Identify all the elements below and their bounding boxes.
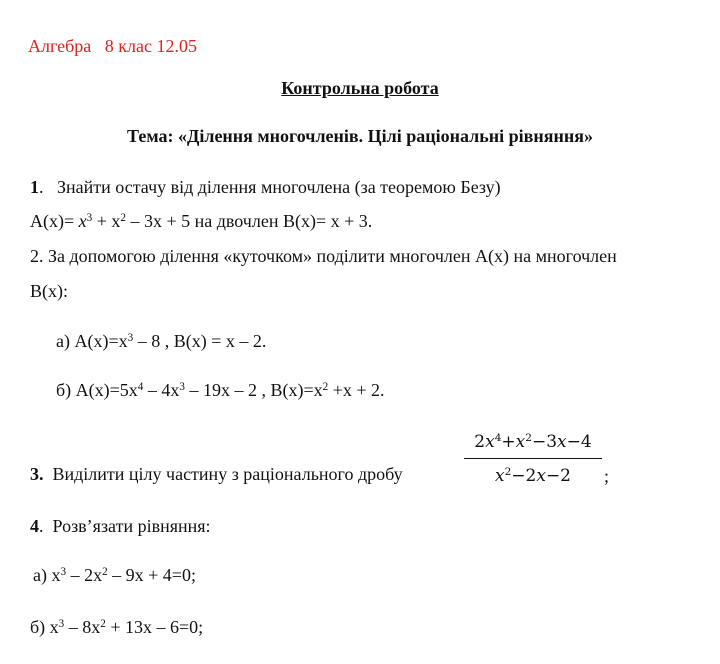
num-var2: x [515, 432, 526, 452]
task4-a-exp3: 3 [60, 565, 67, 578]
task4-line: 4. Розв’язати рівняння: [30, 516, 211, 536]
fraction-bar [464, 458, 602, 459]
task1-exp2: 2 [120, 211, 126, 224]
num-sign1: + [501, 432, 516, 452]
task2-a-prefix: а) А(х)=х [56, 331, 128, 351]
header-grade-date: 8 клас 12.05 [104, 36, 197, 56]
task2-b-end: +х + 2. [328, 380, 385, 400]
header-subject: Алгебра [28, 36, 92, 56]
task4-item-b [30, 618, 203, 636]
task4-b-exp2: 2 [100, 617, 106, 630]
num-var1: x [485, 432, 495, 452]
task4-a-exp2: 2 [102, 565, 108, 578]
task3-number: 3. [30, 464, 44, 484]
den-exp1: 2 [504, 466, 512, 479]
task4-a-rest: – 9х + 4=0; [107, 565, 196, 585]
task2-b-rest: – 19х – 2 , В(х)=х [184, 380, 323, 400]
task2-b-exp3: 3 [179, 380, 185, 393]
task2-b-exp2: 2 [322, 380, 329, 393]
task2-b-mid: – 4х [143, 380, 180, 400]
task2-line1: 2. За допомогою ділення «куточком» поділити многочлен А(х) на многочлен [30, 246, 617, 266]
page-title: Контрольна робота [281, 78, 439, 98]
task1-var-x: x [78, 211, 87, 231]
task4-number: 4 [30, 516, 39, 536]
num-var3: x [557, 432, 567, 452]
task4-b-rest: + 13х – 6=0; [105, 617, 204, 637]
den-sign2: −2 [545, 466, 571, 486]
task1-expr-mid: + x [92, 211, 121, 231]
task4-a-mid: – 2х [66, 565, 103, 585]
task1-number: 1 [30, 177, 39, 197]
task2-a-exp: 3 [127, 331, 134, 344]
task1-line1: 1. Знайти остачу від ділення многочлена (за теоремою Безу) [30, 177, 501, 197]
task2-item-a [56, 332, 266, 350]
task4-item-a [33, 566, 196, 584]
topic: Тема: «Ділення многочленів. Цілі раціональні рівняння» [127, 126, 593, 146]
num-exp1: 4 [494, 432, 502, 445]
task1-expr-end: x + 3. [330, 211, 373, 231]
num-sign3: −4 [566, 432, 592, 452]
task1-expression [30, 212, 372, 230]
task3-text: Виділити цілу частину з раціонального дробу [52, 464, 403, 484]
den-sign1: −2 [511, 466, 537, 486]
task4-a-prefix: а) х [33, 565, 61, 585]
task2-a-rest: – 8 , В(х) = х – 2. [133, 331, 267, 351]
fraction-denominator [462, 466, 604, 486]
task3-line [30, 465, 403, 483]
task2-b-exp4: 4 [137, 380, 144, 393]
task2-b-prefix: б) А(х)=5х [56, 380, 138, 400]
num-exp2: 2 [525, 432, 532, 445]
task4-b-exp3: 3 [58, 617, 65, 630]
task1-text: Знайти остачу від ділення многочлена (за теоремою Безу) [57, 177, 501, 197]
task2-item-b [56, 381, 385, 399]
num-sign2: −3 [531, 432, 558, 452]
fraction-numerator [462, 432, 604, 452]
task1-exp3: 3 [86, 211, 93, 224]
task4-b-prefix: б) х [30, 617, 59, 637]
num-coef: 2 [474, 432, 486, 452]
task4-b-mid: – 8х [64, 617, 101, 637]
header [28, 37, 197, 55]
task2-line2: В(х): [30, 281, 68, 301]
den-var2: x [536, 466, 546, 486]
task1-expr-lhs: A(x)= [30, 211, 79, 231]
task3-semicolon: ; [604, 466, 610, 486]
page-title-wrap [0, 79, 720, 97]
task1-expr-tail: – 3x + 5 на двочлен В(х)= [125, 211, 331, 231]
task4-text: Розв’язати рівняння: [52, 516, 211, 536]
den-var1: x [494, 466, 505, 486]
